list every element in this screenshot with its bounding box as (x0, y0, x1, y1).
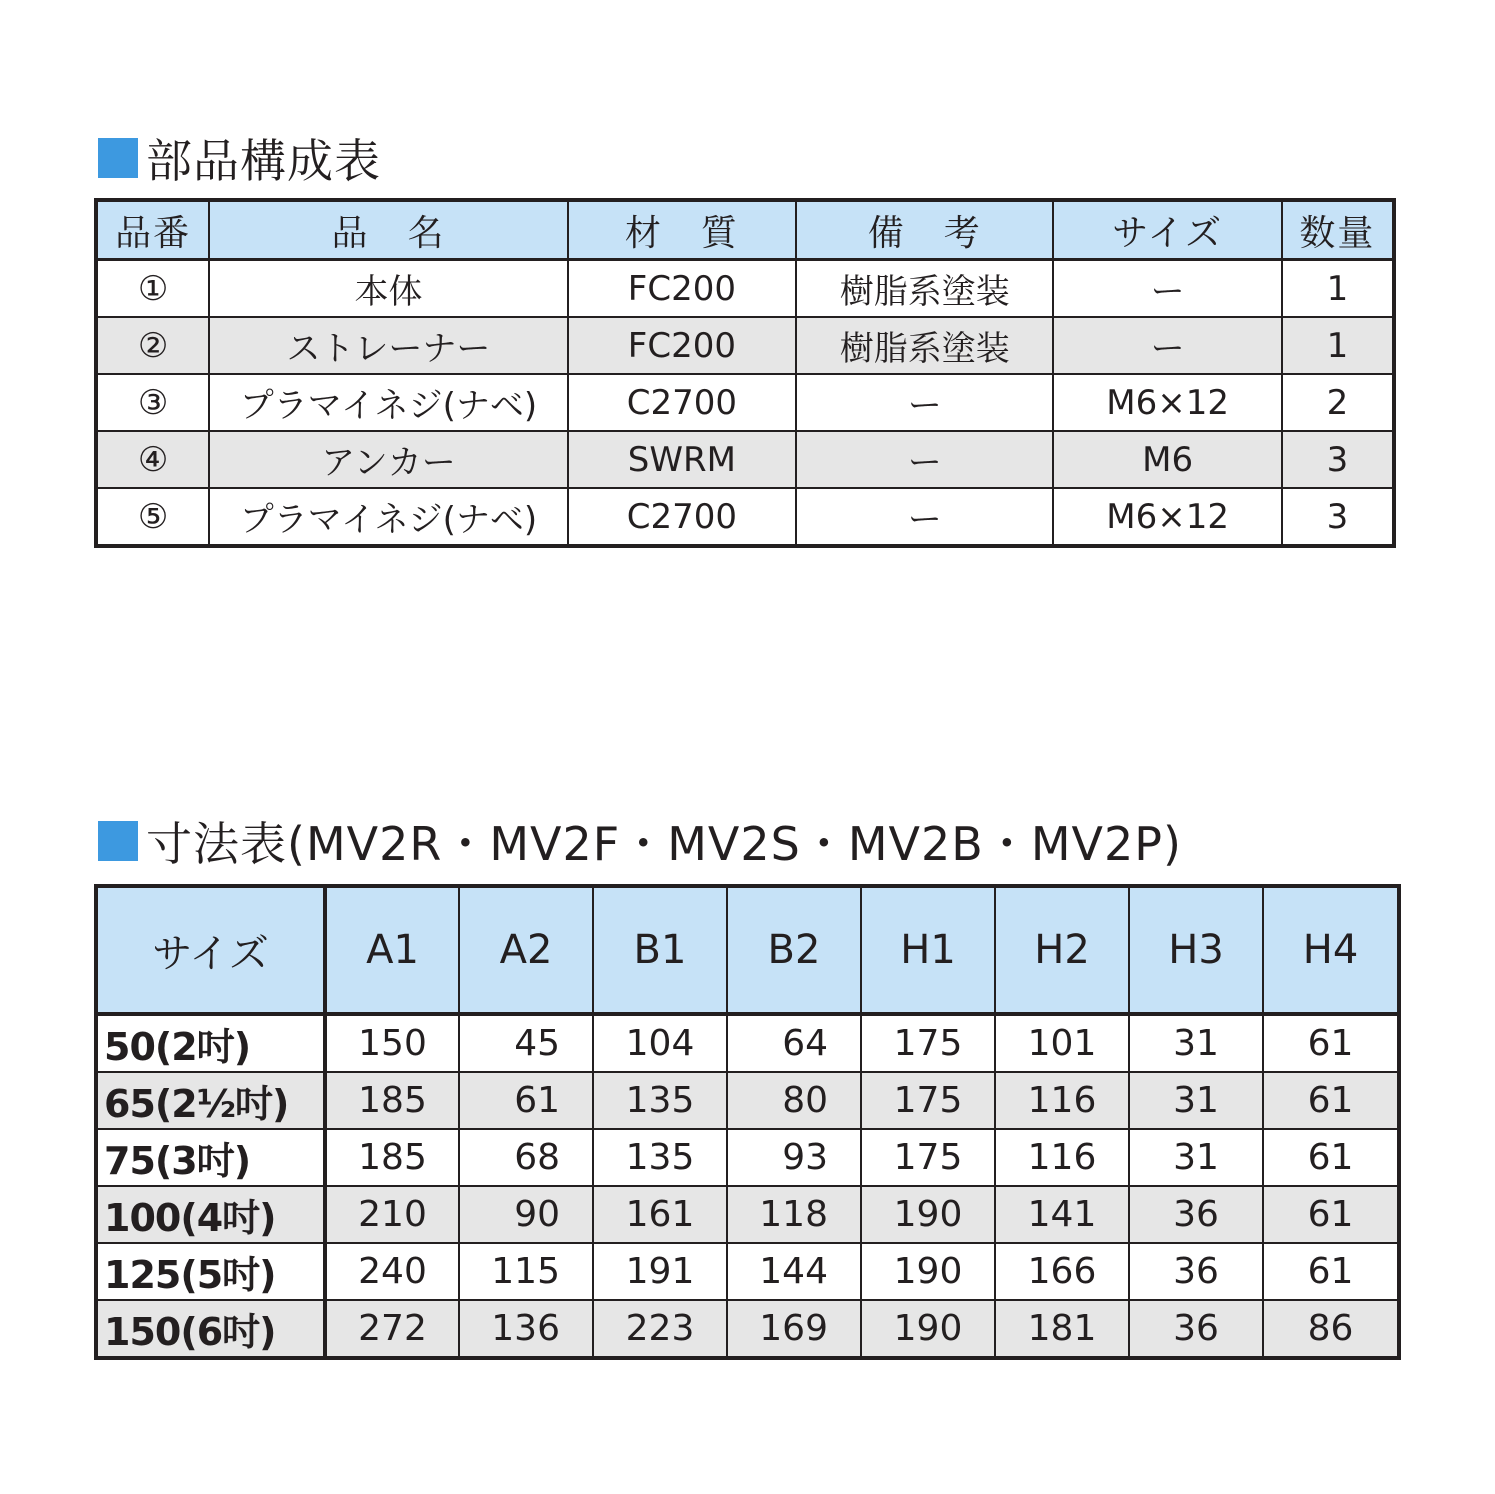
title-square-icon (98, 138, 138, 178)
table-row (96, 1243, 1399, 1300)
part-note: ー (796, 431, 1053, 488)
part-quantity: 1 (1282, 260, 1394, 318)
dims-a1: 185 (325, 1072, 459, 1129)
dims-a1: 240 (325, 1243, 459, 1300)
dims-h2: 181 (995, 1300, 1129, 1358)
dims-b1: 191 (593, 1243, 727, 1300)
table-row (96, 1072, 1399, 1129)
dims-size-cell: 100(4吋) (96, 1186, 325, 1243)
dims-a1: 210 (325, 1186, 459, 1243)
dims-h1: 190 (861, 1243, 995, 1300)
table-row (96, 488, 1394, 546)
dims-h1: 190 (861, 1186, 995, 1243)
parts-header-cell: サイズ (1053, 200, 1281, 260)
dims-h4: 61 (1263, 1243, 1399, 1300)
dims-h4: 61 (1263, 1129, 1399, 1186)
dims-header-row (96, 886, 1399, 1014)
dims-header-cell: H1 (861, 886, 995, 1014)
dims-header-cell: H4 (1263, 886, 1399, 1014)
part-number: ② (96, 317, 209, 374)
part-note: ー (796, 374, 1053, 431)
dims-b1: 161 (593, 1186, 727, 1243)
part-name: プラマイネジ(ナベ) (209, 374, 568, 431)
dims-b2: 144 (727, 1243, 861, 1300)
part-number: ④ (96, 431, 209, 488)
dims-b2: 93 (727, 1129, 861, 1186)
dims-h2: 101 (995, 1014, 1129, 1072)
part-size: ー (1053, 317, 1281, 374)
part-material: FC200 (568, 317, 796, 374)
table-row (96, 317, 1394, 374)
part-material: C2700 (568, 374, 796, 431)
dims-h3: 36 (1129, 1186, 1263, 1243)
part-material: SWRM (568, 431, 796, 488)
parts-header-row (96, 200, 1394, 260)
dims-h2: 166 (995, 1243, 1129, 1300)
part-quantity: 2 (1282, 374, 1394, 431)
dims-size-cell: 75(3吋) (96, 1129, 325, 1186)
dims-h4: 61 (1263, 1014, 1399, 1072)
dims-h4: 86 (1263, 1300, 1399, 1358)
dims-a2: 68 (459, 1129, 593, 1186)
dims-b2: 118 (727, 1186, 861, 1243)
dims-h3: 36 (1129, 1243, 1263, 1300)
part-quantity: 3 (1282, 488, 1394, 546)
part-note: 樹脂系塗装 (796, 317, 1053, 374)
dims-size-cell: 125(5吋) (96, 1243, 325, 1300)
dims-b2: 80 (727, 1072, 861, 1129)
part-size: M6 (1053, 431, 1281, 488)
title-square-icon (98, 821, 138, 861)
dims-b1: 104 (593, 1014, 727, 1072)
part-size: ー (1053, 260, 1281, 318)
table-row (96, 1129, 1399, 1186)
parts-title-text: 部品構成表 (146, 134, 381, 188)
dims-header-cell: B2 (727, 886, 861, 1014)
dims-b2: 64 (727, 1014, 861, 1072)
dims-header-cell: A1 (325, 886, 459, 1014)
dims-header-cell: H3 (1129, 886, 1263, 1014)
dims-title-text: 寸法表(MV2R・MV2F・MV2S・MV2B・MV2P) (146, 817, 1182, 871)
dims-header-cell: A2 (459, 886, 593, 1014)
part-quantity: 3 (1282, 431, 1394, 488)
dims-a1: 185 (325, 1129, 459, 1186)
dims-header-cell: B1 (593, 886, 727, 1014)
dims-a1: 150 (325, 1014, 459, 1072)
dims-h3: 31 (1129, 1072, 1263, 1129)
parts-section-title (98, 130, 381, 186)
part-name: ストレーナー (209, 317, 568, 374)
part-size: M6×12 (1053, 374, 1281, 431)
dims-h2: 116 (995, 1072, 1129, 1129)
table-row (96, 1300, 1399, 1358)
dims-h3: 31 (1129, 1129, 1263, 1186)
parts-header-cell: 品 名 (209, 200, 568, 260)
dims-size-cell: 65(2½吋) (96, 1072, 325, 1129)
dims-size-cell: 150(6吋) (96, 1300, 325, 1358)
table-row (96, 374, 1394, 431)
dims-a2: 115 (459, 1243, 593, 1300)
table-row (96, 260, 1394, 318)
dims-a2: 45 (459, 1014, 593, 1072)
part-note: 樹脂系塗装 (796, 260, 1053, 318)
dims-a1: 272 (325, 1300, 459, 1358)
dims-h3: 31 (1129, 1014, 1263, 1072)
part-name: プラマイネジ(ナベ) (209, 488, 568, 546)
dims-h1: 190 (861, 1300, 995, 1358)
parts-header-cell: 品番 (96, 200, 209, 260)
parts-table (94, 198, 1396, 548)
dims-h3: 36 (1129, 1300, 1263, 1358)
dims-h2: 141 (995, 1186, 1129, 1243)
table-row (96, 1186, 1399, 1243)
part-number: ① (96, 260, 209, 318)
dims-table (94, 884, 1401, 1360)
part-number: ⑤ (96, 488, 209, 546)
dims-h4: 61 (1263, 1072, 1399, 1129)
table-row (96, 431, 1394, 488)
part-material: FC200 (568, 260, 796, 318)
dims-header-cell: サイズ (96, 886, 325, 1014)
part-note: ー (796, 488, 1053, 546)
part-name: 本体 (209, 260, 568, 318)
dims-h4: 61 (1263, 1186, 1399, 1243)
dims-h1: 175 (861, 1014, 995, 1072)
table-row (96, 1014, 1399, 1072)
part-name: アンカー (209, 431, 568, 488)
dims-a2: 90 (459, 1186, 593, 1243)
dims-b1: 135 (593, 1072, 727, 1129)
parts-header-cell: 数量 (1282, 200, 1394, 260)
parts-header-cell: 備 考 (796, 200, 1053, 260)
parts-header-cell: 材 質 (568, 200, 796, 260)
part-number: ③ (96, 374, 209, 431)
part-material: C2700 (568, 488, 796, 546)
dims-a2: 136 (459, 1300, 593, 1358)
dims-header-cell: H2 (995, 886, 1129, 1014)
dims-b2: 169 (727, 1300, 861, 1358)
dims-h1: 175 (861, 1129, 995, 1186)
dims-h2: 116 (995, 1129, 1129, 1186)
dims-b1: 135 (593, 1129, 727, 1186)
part-size: M6×12 (1053, 488, 1281, 546)
part-quantity: 1 (1282, 317, 1394, 374)
dims-size-cell: 50(2吋) (96, 1014, 325, 1072)
dims-h1: 175 (861, 1072, 995, 1129)
dims-section-title (98, 813, 1182, 869)
dims-b1: 223 (593, 1300, 727, 1358)
dims-a2: 61 (459, 1072, 593, 1129)
